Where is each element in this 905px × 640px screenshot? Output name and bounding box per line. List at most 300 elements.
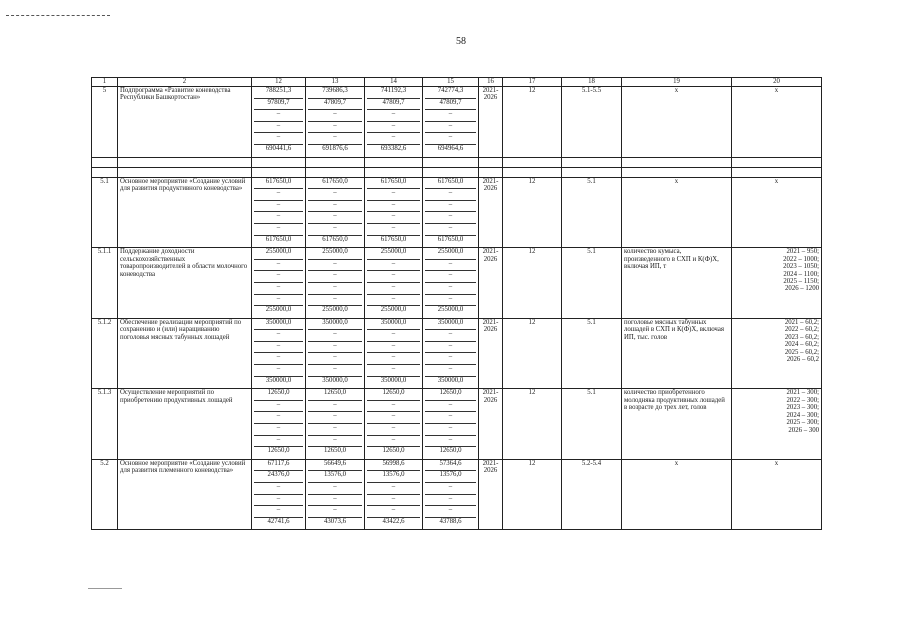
financing-value: – bbox=[367, 295, 420, 307]
period-cell bbox=[479, 87, 503, 158]
financing-stack bbox=[308, 248, 362, 318]
row-name: Обеспечение реализации мероприятий по сохранению и (или) наращиванию поголовья мясных табунных лошадей bbox=[118, 318, 252, 389]
financing-value: 693382,6 bbox=[380, 144, 407, 152]
empty-cell bbox=[562, 167, 622, 177]
financing-value: – bbox=[367, 412, 420, 424]
financing-value: 694964,6 bbox=[437, 144, 464, 152]
financing-stack bbox=[367, 87, 420, 157]
financing-value: 617650,0 bbox=[308, 178, 362, 190]
financing-value: 350000,0 bbox=[308, 319, 362, 331]
footer-scan-mark bbox=[88, 588, 122, 589]
header-cell-18: 18 bbox=[562, 78, 622, 87]
financing-cell bbox=[423, 248, 479, 319]
empty-cell bbox=[365, 167, 423, 177]
financing-cell bbox=[365, 177, 423, 248]
financing-value: – bbox=[367, 483, 420, 495]
financing-value: 255000,0 bbox=[367, 248, 420, 260]
program-row bbox=[92, 87, 822, 158]
financing-cell bbox=[252, 318, 306, 389]
financing-value: – bbox=[425, 110, 476, 122]
financing-value: – bbox=[254, 412, 303, 424]
target-values-cell: х bbox=[732, 177, 822, 248]
financing-stack bbox=[254, 248, 303, 318]
financing-value: – bbox=[367, 122, 420, 134]
financing-value: 43788,6 bbox=[439, 517, 462, 525]
row-number: 5 bbox=[92, 87, 118, 158]
financing-value: – bbox=[425, 436, 476, 448]
financing-value: – bbox=[254, 212, 303, 224]
financing-cell bbox=[423, 459, 479, 530]
financing-cell bbox=[423, 318, 479, 389]
text-line: 2021- bbox=[482, 459, 499, 467]
financing-value: 47809,7 bbox=[367, 99, 420, 111]
financing-value: – bbox=[254, 122, 303, 134]
financing-value: – bbox=[367, 189, 420, 201]
financing-value: 741192,3 bbox=[367, 87, 420, 99]
row-number: 5.1.3 bbox=[92, 389, 118, 460]
indicator-cell: количество кумыса, произведенного в СХП и К(Ф)Х, включая ИП, т bbox=[622, 248, 732, 319]
financing-value: 350000,0 bbox=[322, 376, 348, 384]
financing-value: – bbox=[367, 283, 420, 295]
target-values-cell bbox=[732, 248, 822, 319]
period-cell bbox=[479, 248, 503, 319]
program-row bbox=[92, 389, 822, 460]
financing-value: – bbox=[254, 295, 303, 307]
empty-cell bbox=[252, 157, 306, 167]
financing-cell bbox=[252, 389, 306, 460]
financing-value: – bbox=[425, 133, 476, 145]
text-line: 2026 bbox=[483, 94, 498, 102]
financing-value: – bbox=[254, 342, 303, 354]
empty-cell bbox=[118, 157, 252, 167]
financing-value: – bbox=[254, 495, 303, 507]
text-line: 2021- bbox=[482, 248, 499, 256]
empty-cell bbox=[732, 167, 822, 177]
financing-value: – bbox=[308, 330, 362, 342]
empty-cell bbox=[503, 157, 562, 167]
financing-value: – bbox=[254, 506, 303, 518]
financing-value: 617650,0 bbox=[367, 178, 420, 190]
financing-value: – bbox=[308, 133, 362, 145]
empty-cell bbox=[479, 167, 503, 177]
financing-value: 13576,0 bbox=[367, 471, 420, 483]
financing-stack bbox=[254, 460, 303, 530]
financing-value: 617650,0 bbox=[425, 178, 476, 190]
financing-value: – bbox=[367, 401, 420, 413]
header-cell-16: 16 bbox=[479, 78, 503, 87]
code-cell: 12 bbox=[503, 459, 562, 530]
financing-stack bbox=[254, 87, 303, 157]
financing-cell bbox=[306, 248, 365, 319]
text-line: 2021- bbox=[482, 318, 499, 326]
task-cell: 5.1 bbox=[562, 177, 622, 248]
financing-value: – bbox=[425, 201, 476, 213]
row-name: Подпрограмма «Развитие коневодства Республики Башкортостан» bbox=[118, 87, 252, 158]
financing-stack bbox=[425, 87, 476, 157]
empty-cell bbox=[306, 157, 365, 167]
period-cell bbox=[479, 389, 503, 460]
header-cell-1: 1 bbox=[92, 78, 118, 87]
text-line: 2024 – 300; bbox=[786, 411, 819, 419]
financing-stack bbox=[367, 389, 420, 459]
financing-value: – bbox=[425, 295, 476, 307]
financing-stack bbox=[367, 178, 420, 248]
financing-value: – bbox=[308, 365, 362, 377]
financing-value: 350000,0 bbox=[265, 376, 292, 384]
empty-cell bbox=[423, 157, 479, 167]
header-cell-14: 14 bbox=[365, 78, 423, 87]
row-number: 5.1.1 bbox=[92, 248, 118, 319]
empty-cell bbox=[252, 167, 306, 177]
task-cell: 5.1 bbox=[562, 318, 622, 389]
financing-cell bbox=[252, 459, 306, 530]
separator-row bbox=[92, 167, 822, 177]
empty-cell bbox=[622, 157, 732, 167]
financing-value: – bbox=[308, 189, 362, 201]
indicator-cell: х bbox=[622, 459, 732, 530]
financing-value: – bbox=[425, 353, 476, 365]
financing-value: – bbox=[308, 495, 362, 507]
financing-value: – bbox=[254, 133, 303, 145]
financing-value: 12650,0 bbox=[254, 389, 303, 401]
financing-value: 255000,0 bbox=[254, 248, 303, 260]
financing-value: – bbox=[425, 342, 476, 354]
financing-cell bbox=[252, 177, 306, 248]
financing-value: – bbox=[367, 330, 420, 342]
financing-value: 617650,0 bbox=[437, 235, 464, 243]
financing-value: 742774,3 bbox=[425, 87, 476, 99]
financing-cell bbox=[365, 389, 423, 460]
financing-value: – bbox=[425, 283, 476, 295]
financing-value: – bbox=[254, 436, 303, 448]
financing-value: – bbox=[367, 271, 420, 283]
financing-value: – bbox=[254, 224, 303, 236]
financing-value: – bbox=[308, 436, 362, 448]
financing-cell bbox=[365, 318, 423, 389]
row-number: 5.2 bbox=[92, 459, 118, 530]
period-cell bbox=[479, 459, 503, 530]
corner-scan-mark bbox=[6, 15, 110, 16]
financing-value: – bbox=[308, 506, 362, 518]
financing-stack bbox=[425, 178, 476, 248]
text-line: 2025 – 1150; bbox=[783, 278, 819, 285]
financing-value: – bbox=[308, 122, 362, 134]
text-line: 2021- bbox=[482, 177, 499, 185]
text-line: 2021 – 300; bbox=[786, 389, 819, 397]
empty-cell bbox=[562, 157, 622, 167]
empty-cell bbox=[92, 167, 118, 177]
target-values-cell: х bbox=[732, 459, 822, 530]
text-line: 2023 – 300; bbox=[786, 404, 819, 412]
financing-stack bbox=[308, 389, 362, 459]
text-line: 2025 – 300; bbox=[786, 419, 819, 427]
page-number: 58 bbox=[456, 36, 466, 47]
financing-value: 56649,6 bbox=[308, 460, 362, 472]
financing-value: 255000,0 bbox=[437, 306, 464, 314]
financing-value: – bbox=[308, 212, 362, 224]
financing-cell bbox=[306, 389, 365, 460]
program-row bbox=[92, 248, 822, 319]
financing-stack bbox=[367, 460, 420, 530]
financing-cell bbox=[365, 87, 423, 158]
financing-cell bbox=[365, 459, 423, 530]
financing-value: 690441,6 bbox=[265, 144, 292, 152]
header-cell-19: 19 bbox=[622, 78, 732, 87]
financing-value: 47809,7 bbox=[308, 99, 362, 111]
text-line: 2026 – 60,2 bbox=[786, 356, 819, 364]
text-line: 2023 – 1050; bbox=[783, 263, 819, 271]
financing-value: 12650,0 bbox=[267, 447, 290, 455]
financing-value: – bbox=[367, 110, 420, 122]
financing-value: – bbox=[308, 224, 362, 236]
financing-value: – bbox=[308, 401, 362, 413]
text-line: 2026 bbox=[483, 396, 498, 404]
financing-value: 24376,0 bbox=[254, 471, 303, 483]
financing-value: – bbox=[425, 401, 476, 413]
financing-value: – bbox=[254, 401, 303, 413]
header-row bbox=[92, 78, 822, 87]
financing-value: 13576,0 bbox=[308, 471, 362, 483]
text-line: 2026 bbox=[483, 185, 498, 193]
financing-value: – bbox=[425, 189, 476, 201]
financing-value: – bbox=[425, 122, 476, 134]
financing-value: – bbox=[254, 424, 303, 436]
financing-value: – bbox=[425, 506, 476, 518]
financing-value: – bbox=[308, 412, 362, 424]
financing-stack bbox=[425, 319, 476, 389]
financing-value: – bbox=[367, 342, 420, 354]
financing-value: – bbox=[367, 133, 420, 145]
separator-row bbox=[92, 157, 822, 167]
financing-value: 255000,0 bbox=[425, 248, 476, 260]
financing-value: – bbox=[367, 506, 420, 518]
financing-stack bbox=[254, 178, 303, 248]
financing-stack bbox=[425, 389, 476, 459]
financing-value: 617650,0 bbox=[380, 235, 407, 243]
row-number: 5.1.2 bbox=[92, 318, 118, 389]
financing-value: 13576,0 bbox=[425, 471, 476, 483]
text-line: 2024 – 1100; bbox=[783, 270, 819, 278]
financing-value: 67117,6 bbox=[254, 460, 303, 472]
target-values-cell bbox=[732, 318, 822, 389]
program-row bbox=[92, 459, 822, 530]
empty-cell bbox=[503, 167, 562, 177]
financing-value: 350000,0 bbox=[425, 319, 476, 331]
financing-value: 255000,0 bbox=[380, 306, 407, 314]
text-line: 2021- bbox=[482, 389, 499, 397]
financing-value: 350000,0 bbox=[254, 319, 303, 331]
financing-value: – bbox=[308, 271, 362, 283]
financing-value: – bbox=[254, 353, 303, 365]
row-name: Основное мероприятие «Создание условий для развития продуктивного коневодства» bbox=[118, 177, 252, 248]
task-cell: 5.1 bbox=[562, 248, 622, 319]
financing-value: 12650,0 bbox=[439, 447, 462, 455]
financing-value: 12650,0 bbox=[382, 447, 405, 455]
financing-value: – bbox=[308, 283, 362, 295]
financing-stack bbox=[254, 319, 303, 389]
financing-value: – bbox=[367, 212, 420, 224]
header-cell-15: 15 bbox=[423, 78, 479, 87]
financing-value: 617650,0 bbox=[254, 178, 303, 190]
financing-value: 12650,0 bbox=[323, 447, 347, 455]
empty-cell bbox=[479, 157, 503, 167]
indicator-cell: количество приобретенного молодняка продуктивных лошадей в возрасте до трех лет, голов bbox=[622, 389, 732, 460]
row-number: 5.1 bbox=[92, 177, 118, 248]
target-values-cell bbox=[732, 389, 822, 460]
financing-value: – bbox=[308, 295, 362, 307]
financing-cell bbox=[423, 177, 479, 248]
financing-stack bbox=[367, 248, 420, 318]
code-cell: 12 bbox=[503, 389, 562, 460]
text-line: 2022 – 1000; bbox=[783, 255, 819, 263]
text-line: 2022 – 300; bbox=[786, 396, 819, 404]
financing-value: – bbox=[425, 495, 476, 507]
task-cell: 5.2-5.4 bbox=[562, 459, 622, 530]
program-row bbox=[92, 318, 822, 389]
text-line: 2021 – 950; bbox=[786, 248, 819, 256]
task-cell: 5.1 bbox=[562, 389, 622, 460]
financing-value: 255000,0 bbox=[265, 306, 292, 314]
financing-value: – bbox=[367, 495, 420, 507]
financing-value: – bbox=[425, 330, 476, 342]
financing-value: – bbox=[308, 353, 362, 365]
financing-stack bbox=[308, 460, 362, 530]
financing-stack bbox=[308, 319, 362, 389]
financing-cell bbox=[252, 248, 306, 319]
financing-cell bbox=[306, 318, 365, 389]
financing-value: 617650,0 bbox=[322, 235, 348, 243]
financing-stack bbox=[308, 87, 362, 157]
financing-value: – bbox=[254, 365, 303, 377]
financing-value: – bbox=[367, 260, 420, 272]
financing-value: 42741,6 bbox=[267, 517, 290, 525]
empty-cell bbox=[92, 157, 118, 167]
financing-stack bbox=[367, 319, 420, 389]
task-cell: 5.1-5.5 bbox=[562, 87, 622, 158]
text-line: 2026 – 1200 bbox=[785, 285, 819, 293]
financing-value: – bbox=[308, 424, 362, 436]
header-cell-2: 2 bbox=[118, 78, 252, 87]
text-line: 2022 – 60,2; bbox=[784, 326, 819, 334]
financing-value: – bbox=[425, 424, 476, 436]
financing-value: 255000,0 bbox=[322, 306, 348, 314]
financing-value: 12650,0 bbox=[308, 389, 362, 401]
header-cell-17: 17 bbox=[503, 78, 562, 87]
financing-value: 97809,7 bbox=[254, 99, 303, 111]
empty-cell bbox=[423, 167, 479, 177]
text-line: 2026 – 300 bbox=[788, 426, 819, 434]
row-name: Основное мероприятие «Создание условий для развития племенного коневодства» bbox=[118, 459, 252, 530]
financing-value: – bbox=[254, 271, 303, 283]
financing-value: – bbox=[308, 110, 362, 122]
financing-value: 350000,0 bbox=[367, 319, 420, 331]
financing-value: 56998,6 bbox=[367, 460, 420, 472]
financing-value: – bbox=[254, 330, 303, 342]
financing-value: 12650,0 bbox=[367, 389, 420, 401]
financing-value: 255000,0 bbox=[308, 248, 362, 260]
financing-value: – bbox=[425, 271, 476, 283]
code-cell: 12 bbox=[503, 248, 562, 319]
financing-value: – bbox=[367, 353, 420, 365]
text-line: 2026 bbox=[483, 467, 498, 475]
financing-value: – bbox=[254, 483, 303, 495]
financing-stack bbox=[425, 248, 476, 318]
code-cell: 12 bbox=[503, 177, 562, 248]
empty-cell bbox=[622, 167, 732, 177]
empty-cell bbox=[365, 157, 423, 167]
period-cell bbox=[479, 177, 503, 248]
financing-value: – bbox=[367, 424, 420, 436]
text-line: 2024 – 60,2; bbox=[784, 341, 819, 349]
financing-value: – bbox=[308, 342, 362, 354]
financing-value: – bbox=[254, 201, 303, 213]
financing-value: 617650,0 bbox=[265, 235, 292, 243]
financing-value: – bbox=[425, 483, 476, 495]
empty-cell bbox=[118, 167, 252, 177]
indicator-cell: поголовье мясных табунных лошадей в СХП и К(Ф)Х, включая ИП, тыс. голов bbox=[622, 318, 732, 389]
financing-value: – bbox=[254, 283, 303, 295]
financing-value: – bbox=[308, 483, 362, 495]
financing-value: 350000,0 bbox=[437, 376, 464, 384]
financing-cell bbox=[306, 87, 365, 158]
financing-value: – bbox=[425, 260, 476, 272]
financing-value: 691876,6 bbox=[322, 144, 348, 152]
financing-value: – bbox=[425, 365, 476, 377]
financing-value: – bbox=[425, 412, 476, 424]
financing-value: 43422,6 bbox=[382, 517, 405, 525]
financing-value: – bbox=[254, 260, 303, 272]
financing-value: 12650,0 bbox=[425, 389, 476, 401]
financing-cell bbox=[423, 87, 479, 158]
empty-cell bbox=[306, 167, 365, 177]
financing-cell bbox=[423, 389, 479, 460]
financing-value: 47809,7 bbox=[425, 99, 476, 111]
financing-stack bbox=[254, 389, 303, 459]
financing-value: – bbox=[367, 436, 420, 448]
financing-cell bbox=[306, 177, 365, 248]
text-line: 2021- bbox=[482, 87, 499, 94]
row-name: Осуществление мероприятий по приобретению продуктивных лошадей bbox=[118, 389, 252, 460]
financing-value: – bbox=[254, 110, 303, 122]
financing-value: – bbox=[425, 212, 476, 224]
program-table bbox=[91, 77, 822, 530]
text-line: 2023 – 60,2; bbox=[784, 333, 819, 341]
financing-value: 43073,6 bbox=[323, 517, 347, 525]
header-cell-12: 12 bbox=[252, 78, 306, 87]
code-cell: 12 bbox=[503, 318, 562, 389]
target-values-cell: х bbox=[732, 87, 822, 158]
code-cell: 12 bbox=[503, 87, 562, 158]
text-line: 2026 bbox=[483, 326, 498, 334]
financing-stack bbox=[425, 460, 476, 530]
financing-value: – bbox=[367, 224, 420, 236]
financing-value: 788251,3 bbox=[254, 87, 303, 99]
financing-cell bbox=[252, 87, 306, 158]
text-line: 2021 – 60,2; bbox=[784, 318, 819, 326]
financing-value: – bbox=[425, 224, 476, 236]
empty-cell bbox=[732, 157, 822, 167]
financing-cell bbox=[306, 459, 365, 530]
header-cell-13: 13 bbox=[306, 78, 365, 87]
financing-value: – bbox=[308, 201, 362, 213]
financing-value: 350000,0 bbox=[380, 376, 407, 384]
program-row bbox=[92, 177, 822, 248]
row-name: Поддержание доходности сельскохозяйственных товаропроизводителей в области молочного коневодства bbox=[118, 248, 252, 319]
financing-value: – bbox=[254, 189, 303, 201]
financing-value: 57364,6 bbox=[425, 460, 476, 472]
financing-value: 739686,3 bbox=[308, 87, 362, 99]
financing-value: – bbox=[308, 260, 362, 272]
